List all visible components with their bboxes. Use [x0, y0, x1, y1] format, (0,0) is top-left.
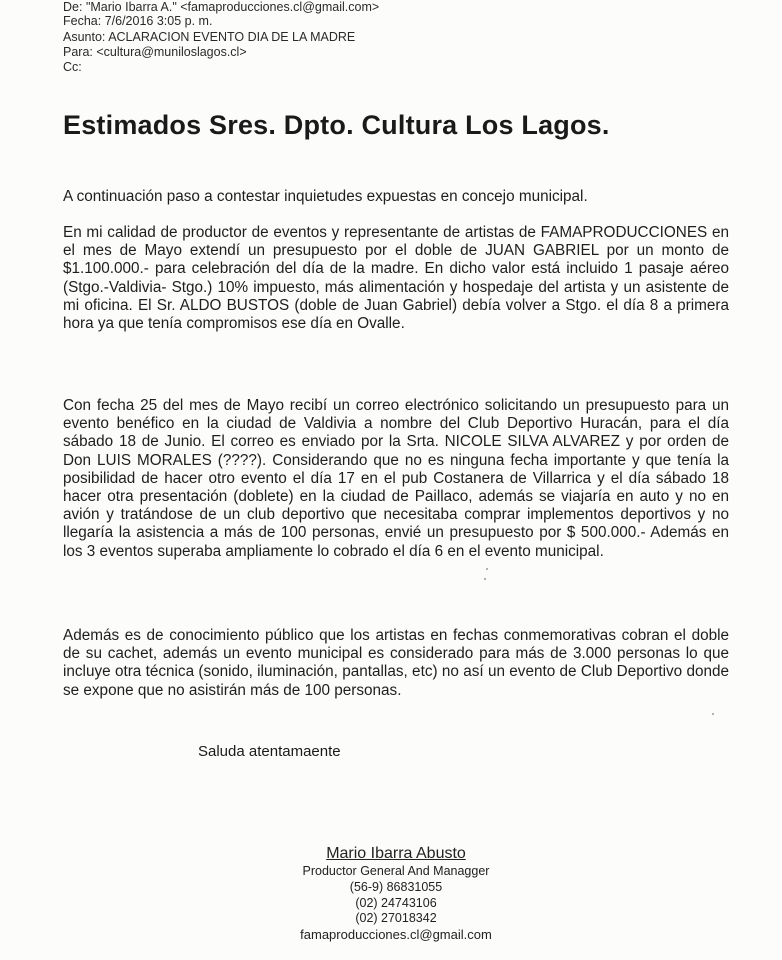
subject-value: ACLARACION EVENTO DIA DE LA MADRE — [108, 30, 356, 44]
letter-greeting: Estimados Sres. Dpto. Cultura Los Lagos. — [63, 110, 610, 140]
date-label: Fecha: — [63, 14, 102, 28]
email-subject-row — [63, 30, 355, 45]
from-value: "Mario Ibarra A." <famaproducciones.cl@gmail.com> — [85, 0, 380, 14]
paragraph-intro: A continuación paso a contestar inquietudes expuestas en concejo municipal. — [63, 188, 588, 205]
email-date-row — [63, 14, 212, 29]
scan-speck — [712, 713, 714, 715]
signature-title: Productor General And Managger — [302, 864, 490, 878]
signature-phone-office-1: (02) 24743106 — [355, 896, 437, 910]
email-cc-row — [63, 60, 82, 75]
signature-phone-mobile: (56-9) 86831055 — [349, 880, 443, 894]
letter-closing: Saluda atentamaente — [198, 743, 341, 760]
scan-speck — [484, 578, 486, 580]
signature-phone-office-2: (02) 27018342 — [355, 911, 437, 925]
paragraph-commemorative-fees: Además es de conocimiento público que los artistas en fechas conmemorativas cobran el doble de su cachet, además un evento municipal es considerado para más de 3.000 personas lo que incluye otra técnica (sonido, iluminación, pantallas, etc) no así un evento de Club Deportivo donde se expone que no asistirán más de 100 personas. — [63, 627, 729, 699]
paragraph-mother-day-budget: En mi calidad de productor de eventos y representante de artistas de FAMAPRODUCCIONES en el mes de Mayo extendí un presupuesto por el doble de JUAN GABRIEL por un monto de $1.100.000.- para celebración del día de la madre. En dicho valor está incluido 1 pasaje aéreo (Stgo.-Valdivia- Stgo.) 10% impuesto, más alimentación y hospedaje del artista y un asistente de mi oficina. El Sr. ALDO BUSTOS (doble de Juan Gabriel) debía volver a Stgo. el día 8 a primera hora ya que tenía compromisos ese día en Ovalle. — [63, 224, 729, 333]
signature-name: Mario Ibarra Abusto — [326, 845, 466, 862]
subject-label: Asunto: — [63, 30, 106, 44]
from-label: De: — [63, 0, 83, 14]
email-from-row — [63, 0, 379, 15]
cc-label: Cc: — [63, 60, 82, 74]
paragraph-charity-event: Con fecha 25 del mes de Mayo recibí un correo electrónico solicitando un presupuesto para un evento benéfico en la ciudad de Valdivia a nombre del Club Deportivo Huracán, para el día sábado 18 de Junio. El correo es enviado por la Srta. NICOLE SILVA ALVAREZ y por orden de Don LUIS MORALES (????). Considerando que no es ninguna fecha importante y que tenía la posibilidad de hacer otro evento el día 17 en el pub Costanera de Villarrica y el día sábado 18 hacer otra presentación (doblete) en la ciudad de Paillaco, además se viajaría en auto y no en avión y tratándose de un club deportivo que necesitaba comprar implementos deportivos y no llegaría la asistencia a más de 100 personas, envié un presupuesto por $ 500.000.- Además en los 3 eventos superaba ampliamente lo cobrado el día 6 en el evento municipal. — [63, 397, 729, 560]
to-value: <cultura@muniloslagos.cl> — [96, 45, 247, 59]
to-label: Para: — [63, 45, 93, 59]
date-value: 7/6/2016 3:05 p. m. — [104, 14, 213, 28]
scan-speck — [486, 568, 488, 570]
signature-email: famaproducciones.cl@gmail.com — [300, 927, 492, 942]
email-to-row — [63, 45, 247, 60]
